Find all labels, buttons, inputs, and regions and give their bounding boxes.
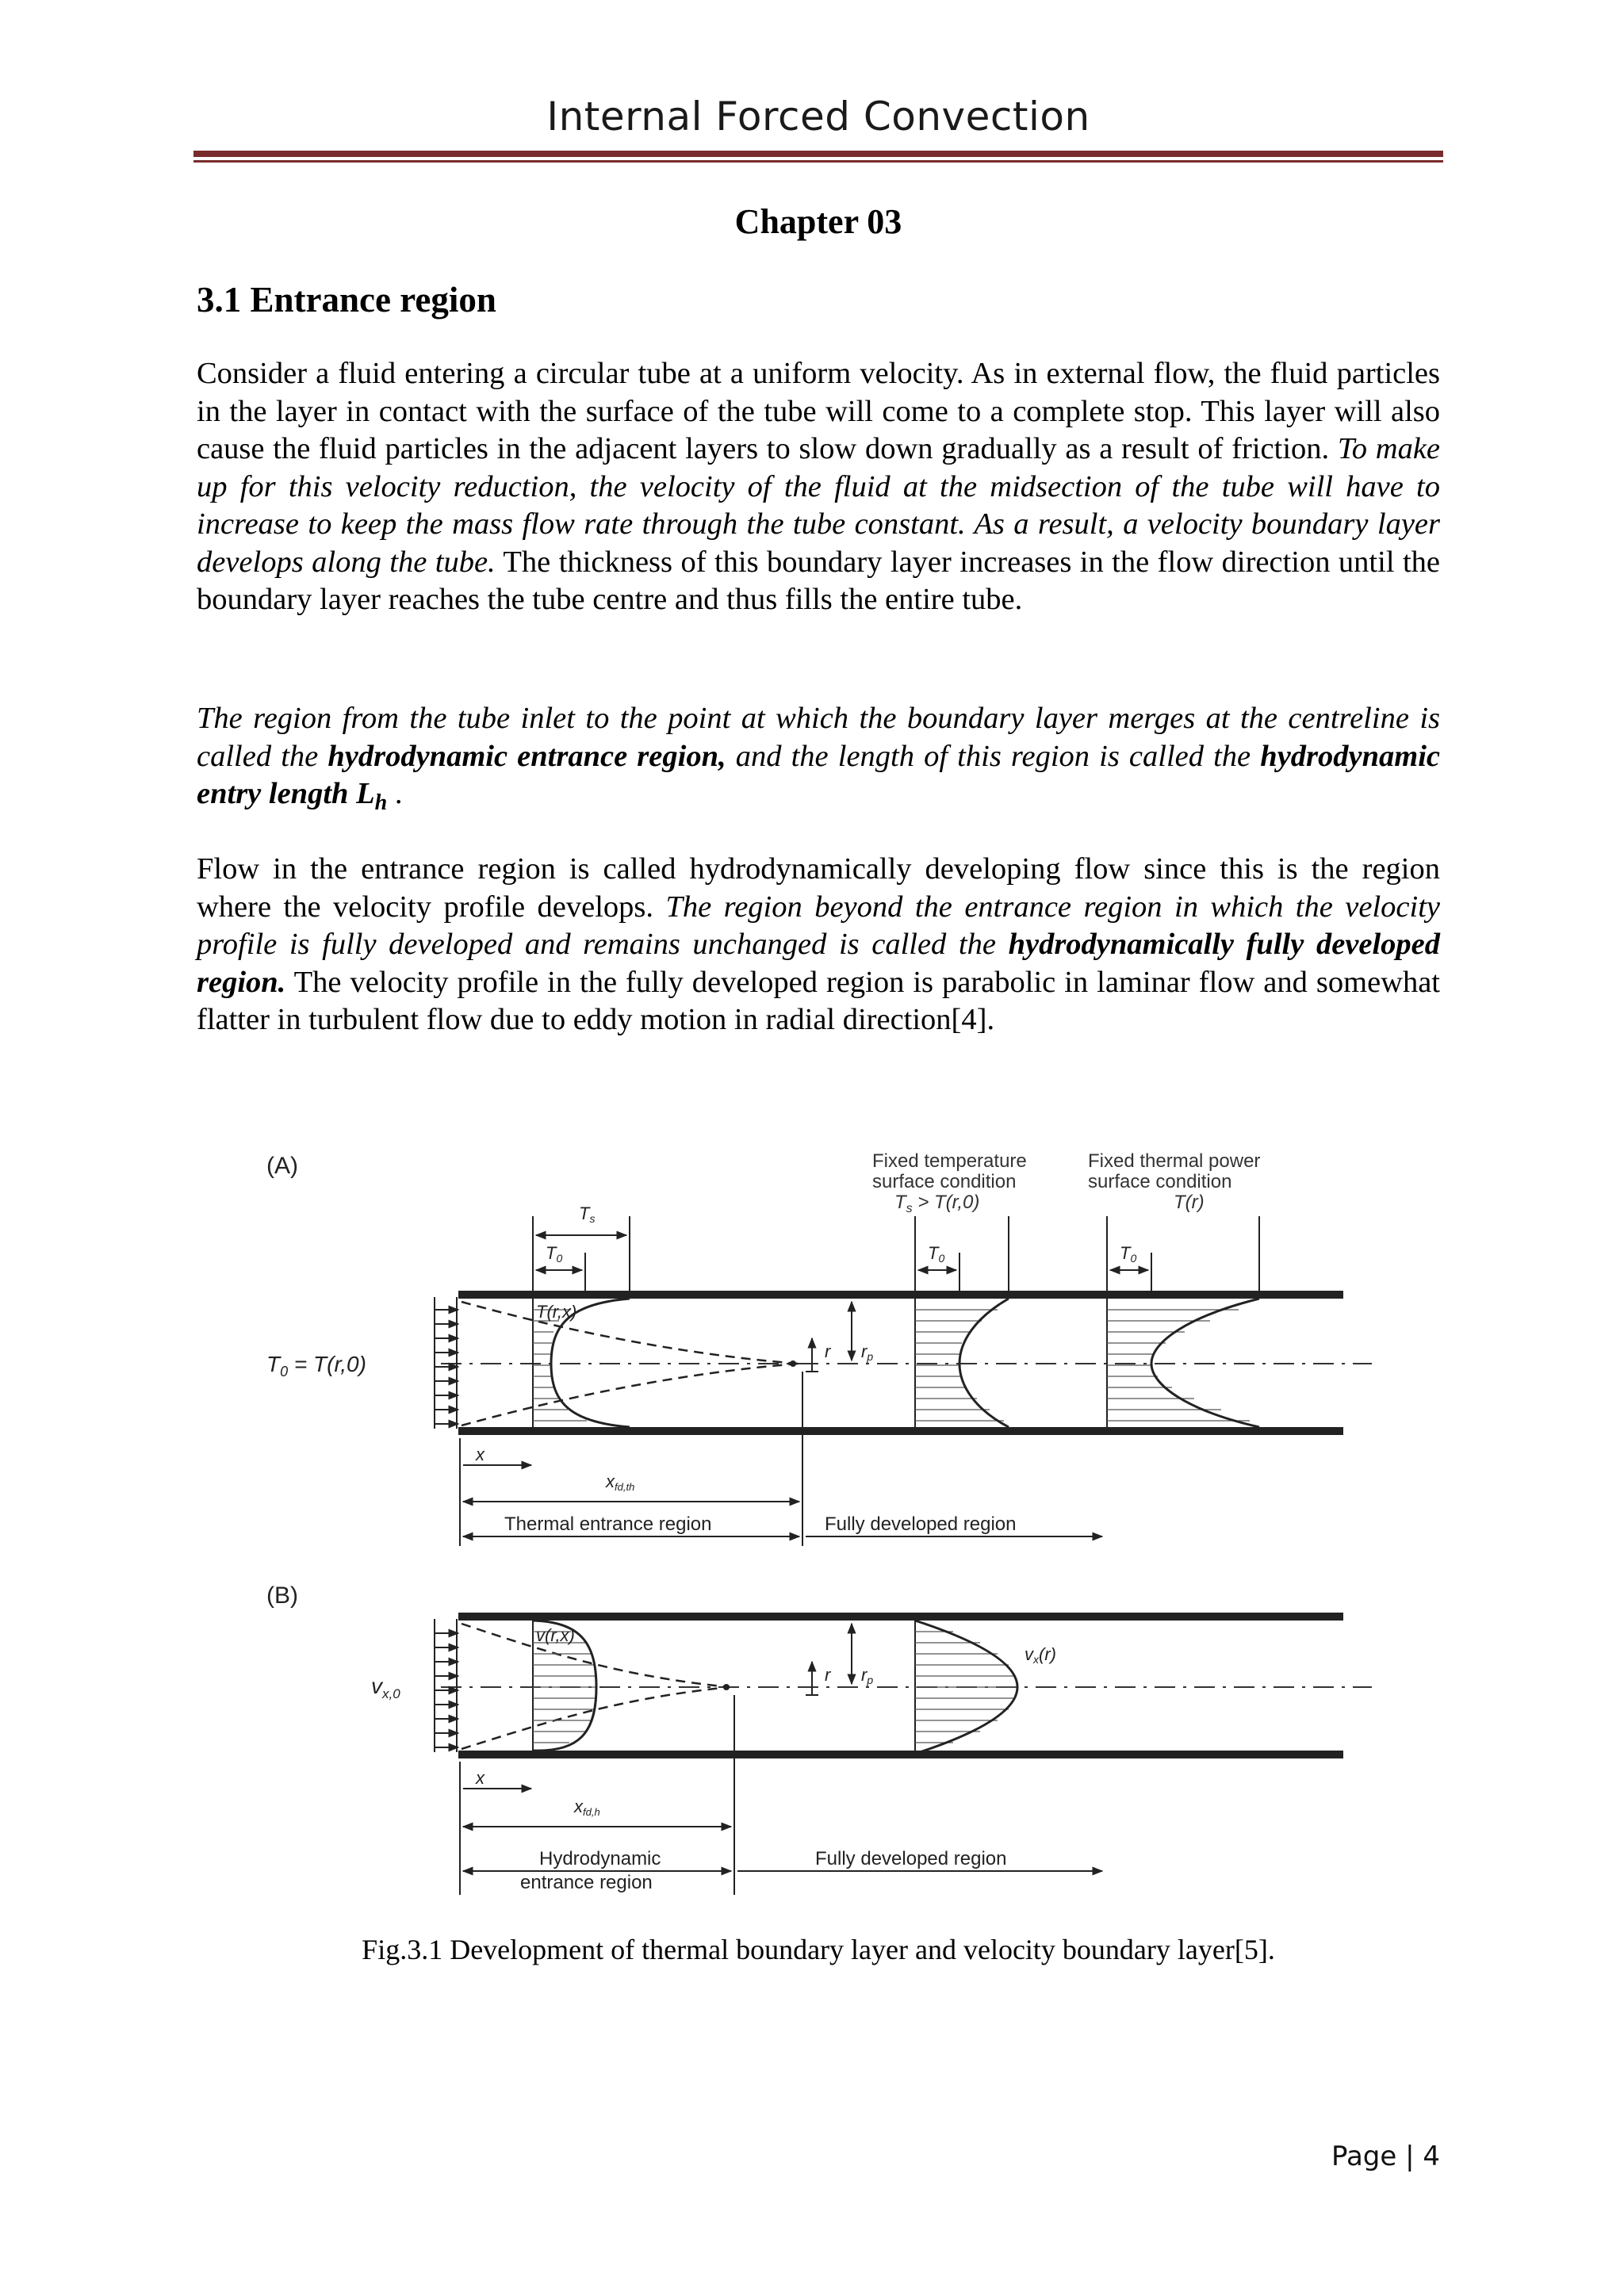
thermal-entrance-region-label: Thermal entrance region: [504, 1513, 712, 1535]
t0-label-inlet: T0: [546, 1243, 563, 1265]
tube-b-top-wall: [458, 1613, 1343, 1621]
fixed-temp-label-1: Fixed temperature: [872, 1150, 1027, 1172]
paragraph-3: [197, 851, 1440, 1039]
figure-boundary-layers: [238, 1134, 1396, 1911]
p2-text-a: The region from the tube inlet to the point at which the boundary layer merges at the centreline is called the: [197, 702, 1440, 773]
rp-label-b: rp: [861, 1665, 874, 1686]
xfd-h-label: xfd,h: [574, 1797, 600, 1818]
panel-b-label: (B): [266, 1582, 298, 1609]
xfd-th-label: xfd,th: [606, 1471, 635, 1493]
panel-a-label: (A): [266, 1153, 298, 1179]
fixed-temp-label-3: $T_s > T(r,0)$: [894, 1192, 980, 1215]
paragraph-2: [197, 700, 1440, 822]
x-label-a: x: [476, 1445, 485, 1464]
inlet-velocity-label: $v_{x,0}$: [371, 1674, 400, 1701]
panel-b: [266, 1582, 1372, 1895]
fixed-power-label-3: T(r): [1174, 1192, 1205, 1213]
p3-text-d: The velocity profile in the fully developed region is parabolic in laminar flow and somewhat flatter in turbulent flow due to eddy motion in radial direction[4].: [197, 965, 1440, 1036]
paragraph-1: [197, 355, 1440, 619]
tube-a-top-wall: [458, 1291, 1343, 1299]
t0-label-fixed-power: T0: [1120, 1243, 1137, 1265]
p2-term-entry-length: hydrodynamic entry length: [197, 739, 1440, 810]
p2-symbol-lh: $L_h$: [356, 777, 388, 815]
p1-text-italic: To make up for this velocity reduction, the velocity of the fluid at the midsection of the tube will have to increase to keep the mass flow rate through the tube constant. As a result, a velocity boundary layer develops along the tube.: [197, 432, 1440, 579]
figure-caption: Fig.3.1 Development of thermal boundary layer and velocity boundary layer[5].: [362, 1934, 1275, 1965]
p3-term-fully-developed: hydrodynamically fully developed region.: [197, 928, 1440, 999]
p2-text-c: and the length of this region is called the: [726, 739, 1261, 773]
inlet-arrows-b: [435, 1633, 458, 1747]
p2-text-end: .: [387, 777, 403, 810]
profile-b-label: v(r,x): [536, 1625, 575, 1645]
figure-diagram: [238, 1134, 1396, 1911]
profile-a-label: T(r,x): [536, 1302, 577, 1322]
x-label-b: x: [476, 1768, 485, 1788]
p1-text-a: Consider a fluid entering a circular tube at a uniform velocity. As in external flow, the fluid particles in the layer in contact with the surface of the tube will come to a complete stop. This layer will also cause the fluid particles in the adjacent layers to slow down gradually as a result of friction.: [197, 357, 1440, 465]
hydrodynamic-region-label-2: entrance region: [520, 1872, 653, 1893]
p2-term-entrance-region: hydrodynamic entrance region,: [327, 739, 726, 773]
fixed-power-label-1: Fixed thermal power: [1088, 1150, 1261, 1172]
p3-text-a: Flow in the entrance region is called hydrodynamically developing flow since this is the region where the velocity profile develops.: [197, 852, 1440, 924]
r-label-a: r: [825, 1341, 831, 1361]
tube-b-bottom-wall: [458, 1751, 1343, 1758]
p1-text-c: The thickness of this boundary layer increases in the flow direction until the boundary layer reaches the tube centre and thus fills the entire tube.: [197, 545, 1441, 616]
r-label-b: r: [825, 1665, 831, 1685]
tube-a-bottom-wall: [458, 1427, 1343, 1435]
inlet-temp-label: $T_0 = T(r,0)$: [266, 1352, 366, 1380]
fully-developed-region-label-a: Fully developed region: [825, 1513, 1017, 1535]
rp-label-a: rp: [861, 1341, 874, 1363]
fixed-temp-label-2: surface condition: [872, 1171, 1017, 1192]
chapter-heading: Chapter 03: [734, 202, 902, 241]
panel-a: [266, 1150, 1372, 1546]
header-rule-thin: [193, 160, 1443, 163]
t0-label-fixed-temp: T0: [928, 1243, 945, 1265]
section-heading: 3.1 Entrance region: [197, 280, 496, 320]
profile-b-hatch: [533, 1632, 596, 1743]
ts-label: Ts: [579, 1203, 596, 1225]
fully-developed-region-label-b: Fully developed region: [815, 1848, 1007, 1869]
fd-velocity-label: vx(r): [1025, 1644, 1056, 1666]
running-header-title: Internal Forced Convection: [546, 94, 1090, 140]
p3-text-italic: The region beyond the entrance region in which the velocity profile is fully developed and remains unchanged is called the: [197, 890, 1440, 961]
fixed-power-label-2: surface condition: [1088, 1171, 1232, 1192]
page-number: Page | 4: [1331, 2141, 1440, 2172]
hydrodynamic-region-label-1: Hydrodynamic: [539, 1848, 661, 1869]
header-rule-thick: [193, 151, 1443, 157]
inlet-arrows-a: [435, 1310, 458, 1424]
